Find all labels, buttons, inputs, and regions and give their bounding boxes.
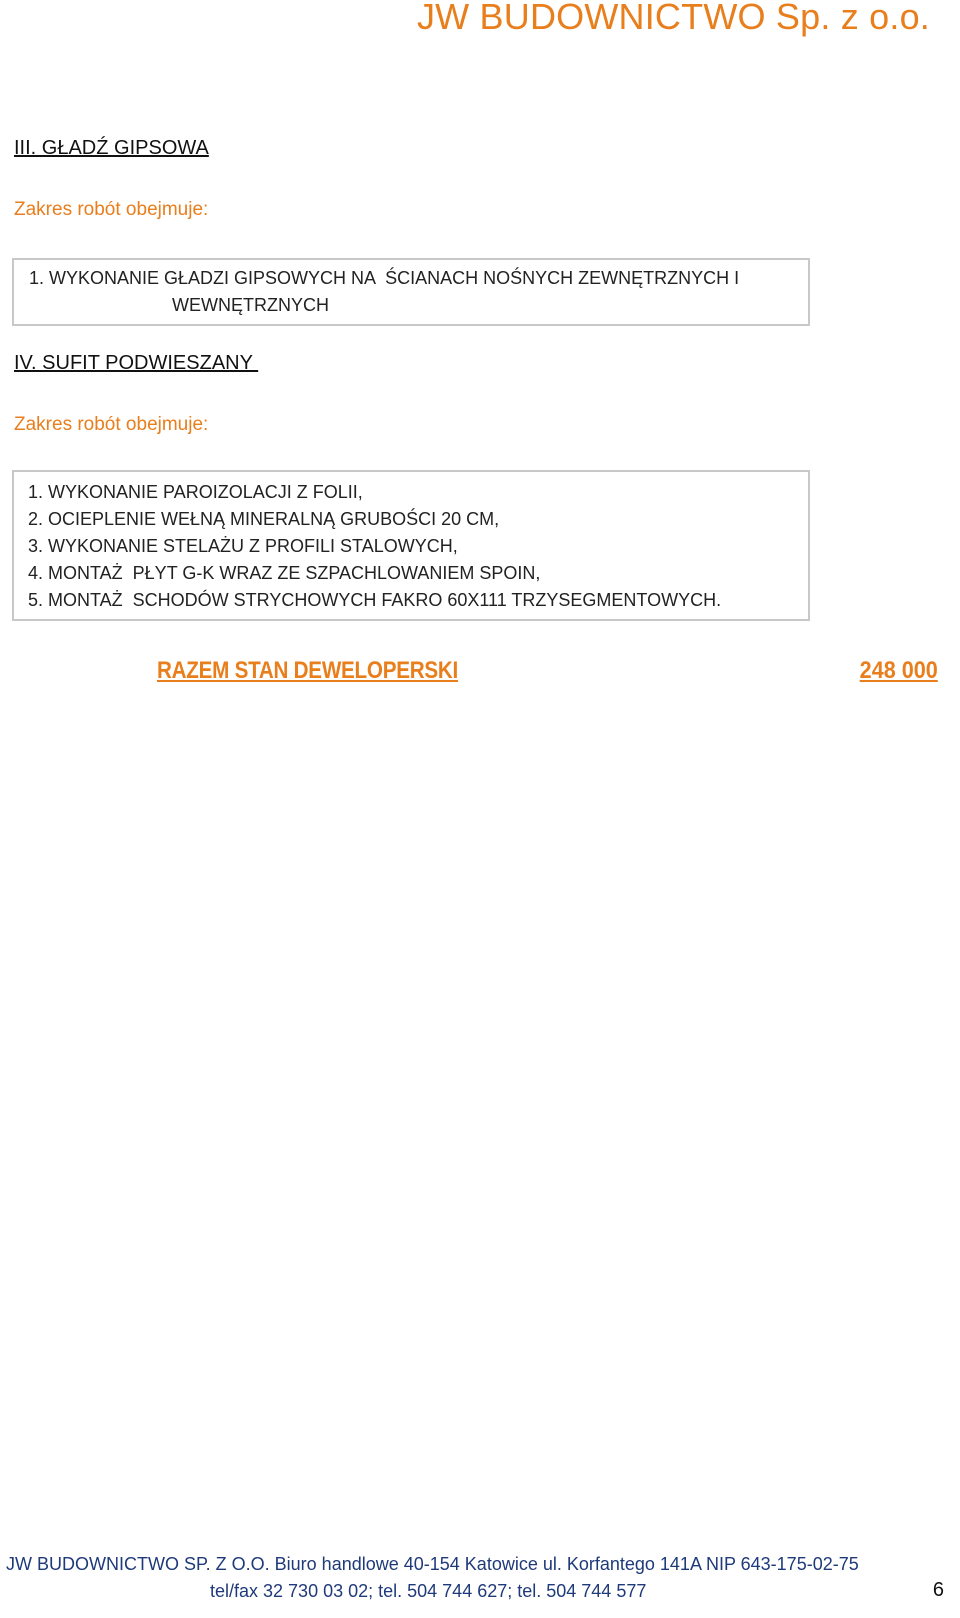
scope-box-sufit — [12, 470, 810, 621]
scope-item: 2. OCIEPLENIE WEŁNĄ MINERALNĄ GRUBOŚCI 20 CM, — [28, 509, 500, 529]
scope-box-gladz — [12, 258, 810, 326]
scope-item: WEWNĘTRZNYCH — [172, 295, 329, 315]
footer-address: JW BUDOWNICTWO SP. Z O.O. Biuro handlowe 40-154 Katowice ul. Korfantego 141A NIP 643-175-02-75 — [6, 1554, 859, 1574]
scope-item: 1. WYKONANIE GŁADZI GIPSOWYCH NA ŚCIANACH NOŚNYCH ZEWNĘTRZNYCH I — [29, 268, 740, 288]
footer-contact: tel/fax 32 730 03 02; tel. 504 744 627; tel. 504 744 577 — [210, 1581, 647, 1601]
section-title-gladz: III. GŁADŹ GIPSOWA — [14, 137, 209, 159]
scope-item: 1. WYKONANIE PAROIZOLACJI Z FOLII, — [28, 482, 363, 502]
total-label: RAZEM STAN DEWELOPERSKI — [157, 657, 458, 684]
scope-item: 5. MONTAŻ SCHODÓW STRYCHOWYCH FAKRO 60X111 TRZYSEGMENTOWYCH. — [28, 590, 722, 610]
total-value: 248 000 — [859, 657, 938, 684]
scope-label-gladz: Zakres robót obejmuje: — [14, 199, 209, 220]
scope-item: 3. WYKONANIE STELAŻU Z PROFILI STALOWYCH, — [28, 536, 458, 556]
company-header: JW BUDOWNICTWO Sp. z o.o. — [416, 0, 930, 37]
scope-item: 4. MONTAŻ PŁYT G-K WRAZ ZE SZPACHLOWANIEM SPOIN, — [28, 563, 541, 583]
scope-label-sufit: Zakres robót obejmuje: — [14, 414, 209, 435]
page-number: 6 — [932, 1579, 944, 1601]
section-title-sufit: IV. SUFIT PODWIESZANY — [14, 352, 259, 374]
